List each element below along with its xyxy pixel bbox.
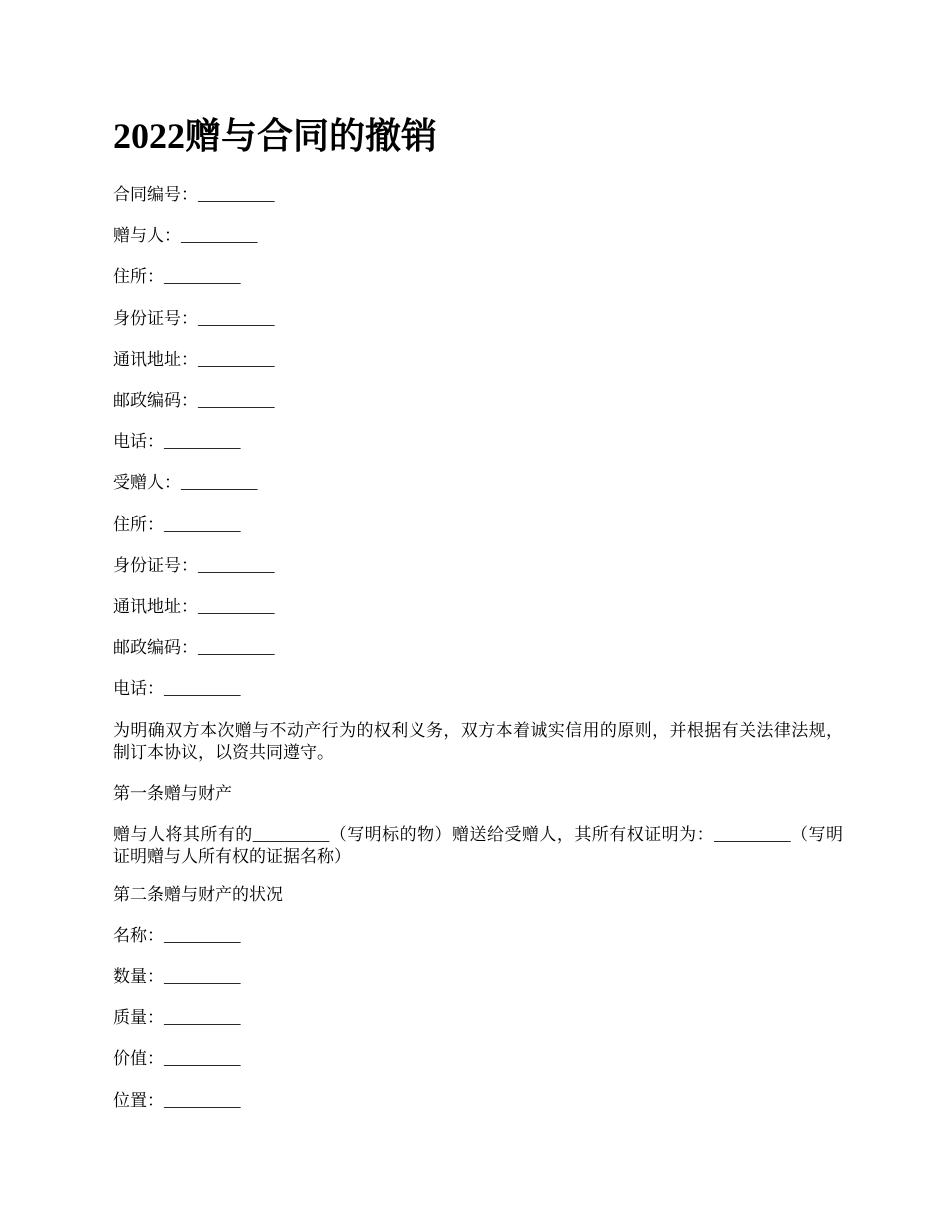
field-property-name: 名称：_________ bbox=[113, 926, 241, 945]
field-property-quality: 质量：_________ bbox=[113, 1008, 241, 1027]
field-donee: 受赠人：_________ bbox=[113, 473, 258, 492]
field-donor-postal-code: 邮政编码：_________ bbox=[113, 391, 275, 410]
field-donee-mailing-address: 通讯地址：_________ bbox=[113, 597, 275, 616]
field-property-quantity: 数量：_________ bbox=[113, 967, 241, 986]
field-property-location: 位置：_________ bbox=[113, 1091, 241, 1110]
field-donee-id-number: 身份证号：_________ bbox=[113, 556, 275, 575]
field-donee-phone: 电话：_________ bbox=[113, 679, 241, 698]
field-donor-address: 住所：_________ bbox=[113, 267, 241, 286]
field-donee-postal-code: 邮政编码：_________ bbox=[113, 638, 275, 657]
field-donee-address: 住所：_________ bbox=[113, 515, 241, 534]
field-donor-id-number: 身份证号：_________ bbox=[113, 309, 275, 328]
field-donor-mailing-address: 通讯地址：_________ bbox=[113, 350, 275, 369]
document-title: 2022赠与合同的撤销 bbox=[113, 116, 438, 156]
article-2-heading: 第二条赠与财产的状况 bbox=[113, 885, 283, 904]
article-1-heading: 第一条赠与财产 bbox=[113, 784, 232, 803]
intro-paragraph: 为明确双方本次赠与不动产行为的权利义务，双方本着诚实信用的原则，并根据有关法律法规，制订本协议，以资共同遵守。 bbox=[113, 721, 843, 762]
field-donor-phone: 电话：_________ bbox=[113, 432, 241, 451]
article-1-text: 赠与人将其所有的_________（写明标的物）赠送给受赠人，其所有权证明为：_________（写明证明赠与人所有权的证据名称） bbox=[113, 825, 843, 866]
field-donor: 赠与人：_________ bbox=[113, 226, 258, 245]
field-property-value: 价值：_________ bbox=[113, 1049, 241, 1068]
field-contract-number: 合同编号：_________ bbox=[113, 185, 275, 204]
